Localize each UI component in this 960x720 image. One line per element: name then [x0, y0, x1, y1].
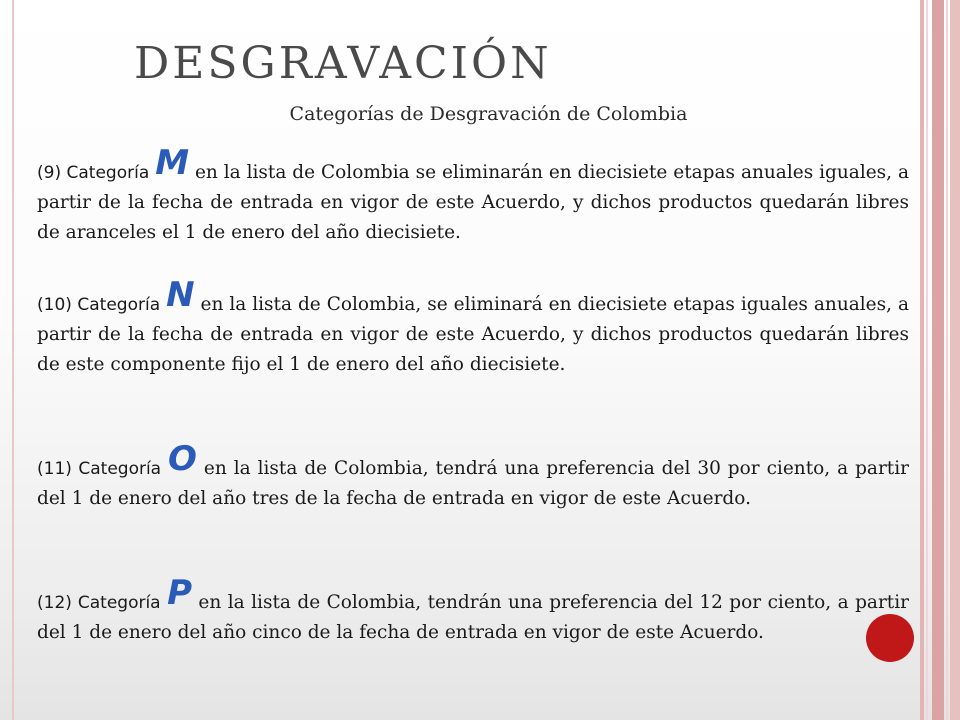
paragraph-text: en la lista de Colombia, tendrán una preferencia del 12 por ciento, a partir del 1 de enero del año cinco de la fecha de entrada en vigor de este Acuerdo.	[37, 592, 909, 643]
category-letter: P	[167, 573, 192, 613]
paragraph-category-m	[37, 143, 909, 248]
category-letter: O	[168, 439, 197, 479]
category-letter: N	[166, 275, 195, 315]
paragraph-category-o	[37, 439, 909, 514]
category-letter: M	[155, 143, 190, 183]
paragraph-text: en la lista de Colombia, se eliminará en diecisiete etapas iguales anuales, a partir de la fecha de entrada en vigor de este Acuerdo, y dichos productos quedarán libres de este componente fijo el 1 de enero del año diecisiete.	[37, 294, 909, 375]
paragraph-number: (9) Categoría	[37, 163, 150, 183]
slide-title: DESGRAVACIÓN	[134, 38, 552, 89]
paragraph-category-p	[37, 573, 909, 648]
paragraph-category-n	[37, 275, 909, 380]
paragraph-text: en la lista de Colombia, tendrá una preferencia del 30 por ciento, a partir del 1 de enero del año tres de la fecha de entrada en vigor de este Acuerdo.	[37, 458, 909, 509]
slide-subtitle: Categorías de Desgravación de Colombia	[289, 103, 688, 125]
paragraph-text: en la lista de Colombia se eliminarán en diecisiete etapas anuales iguales, a partir de la fecha de entrada en vigor de este Acuerdo, y dichos productos quedarán libres de aranceles el 1 de enero del año diecisiete.	[37, 162, 909, 243]
paragraph-number: (12) Categoría	[37, 593, 161, 613]
paragraph-number: (11) Categoría	[37, 459, 162, 479]
red-circle-marker	[866, 614, 914, 662]
paragraph-number: (10) Categoría	[37, 295, 161, 315]
